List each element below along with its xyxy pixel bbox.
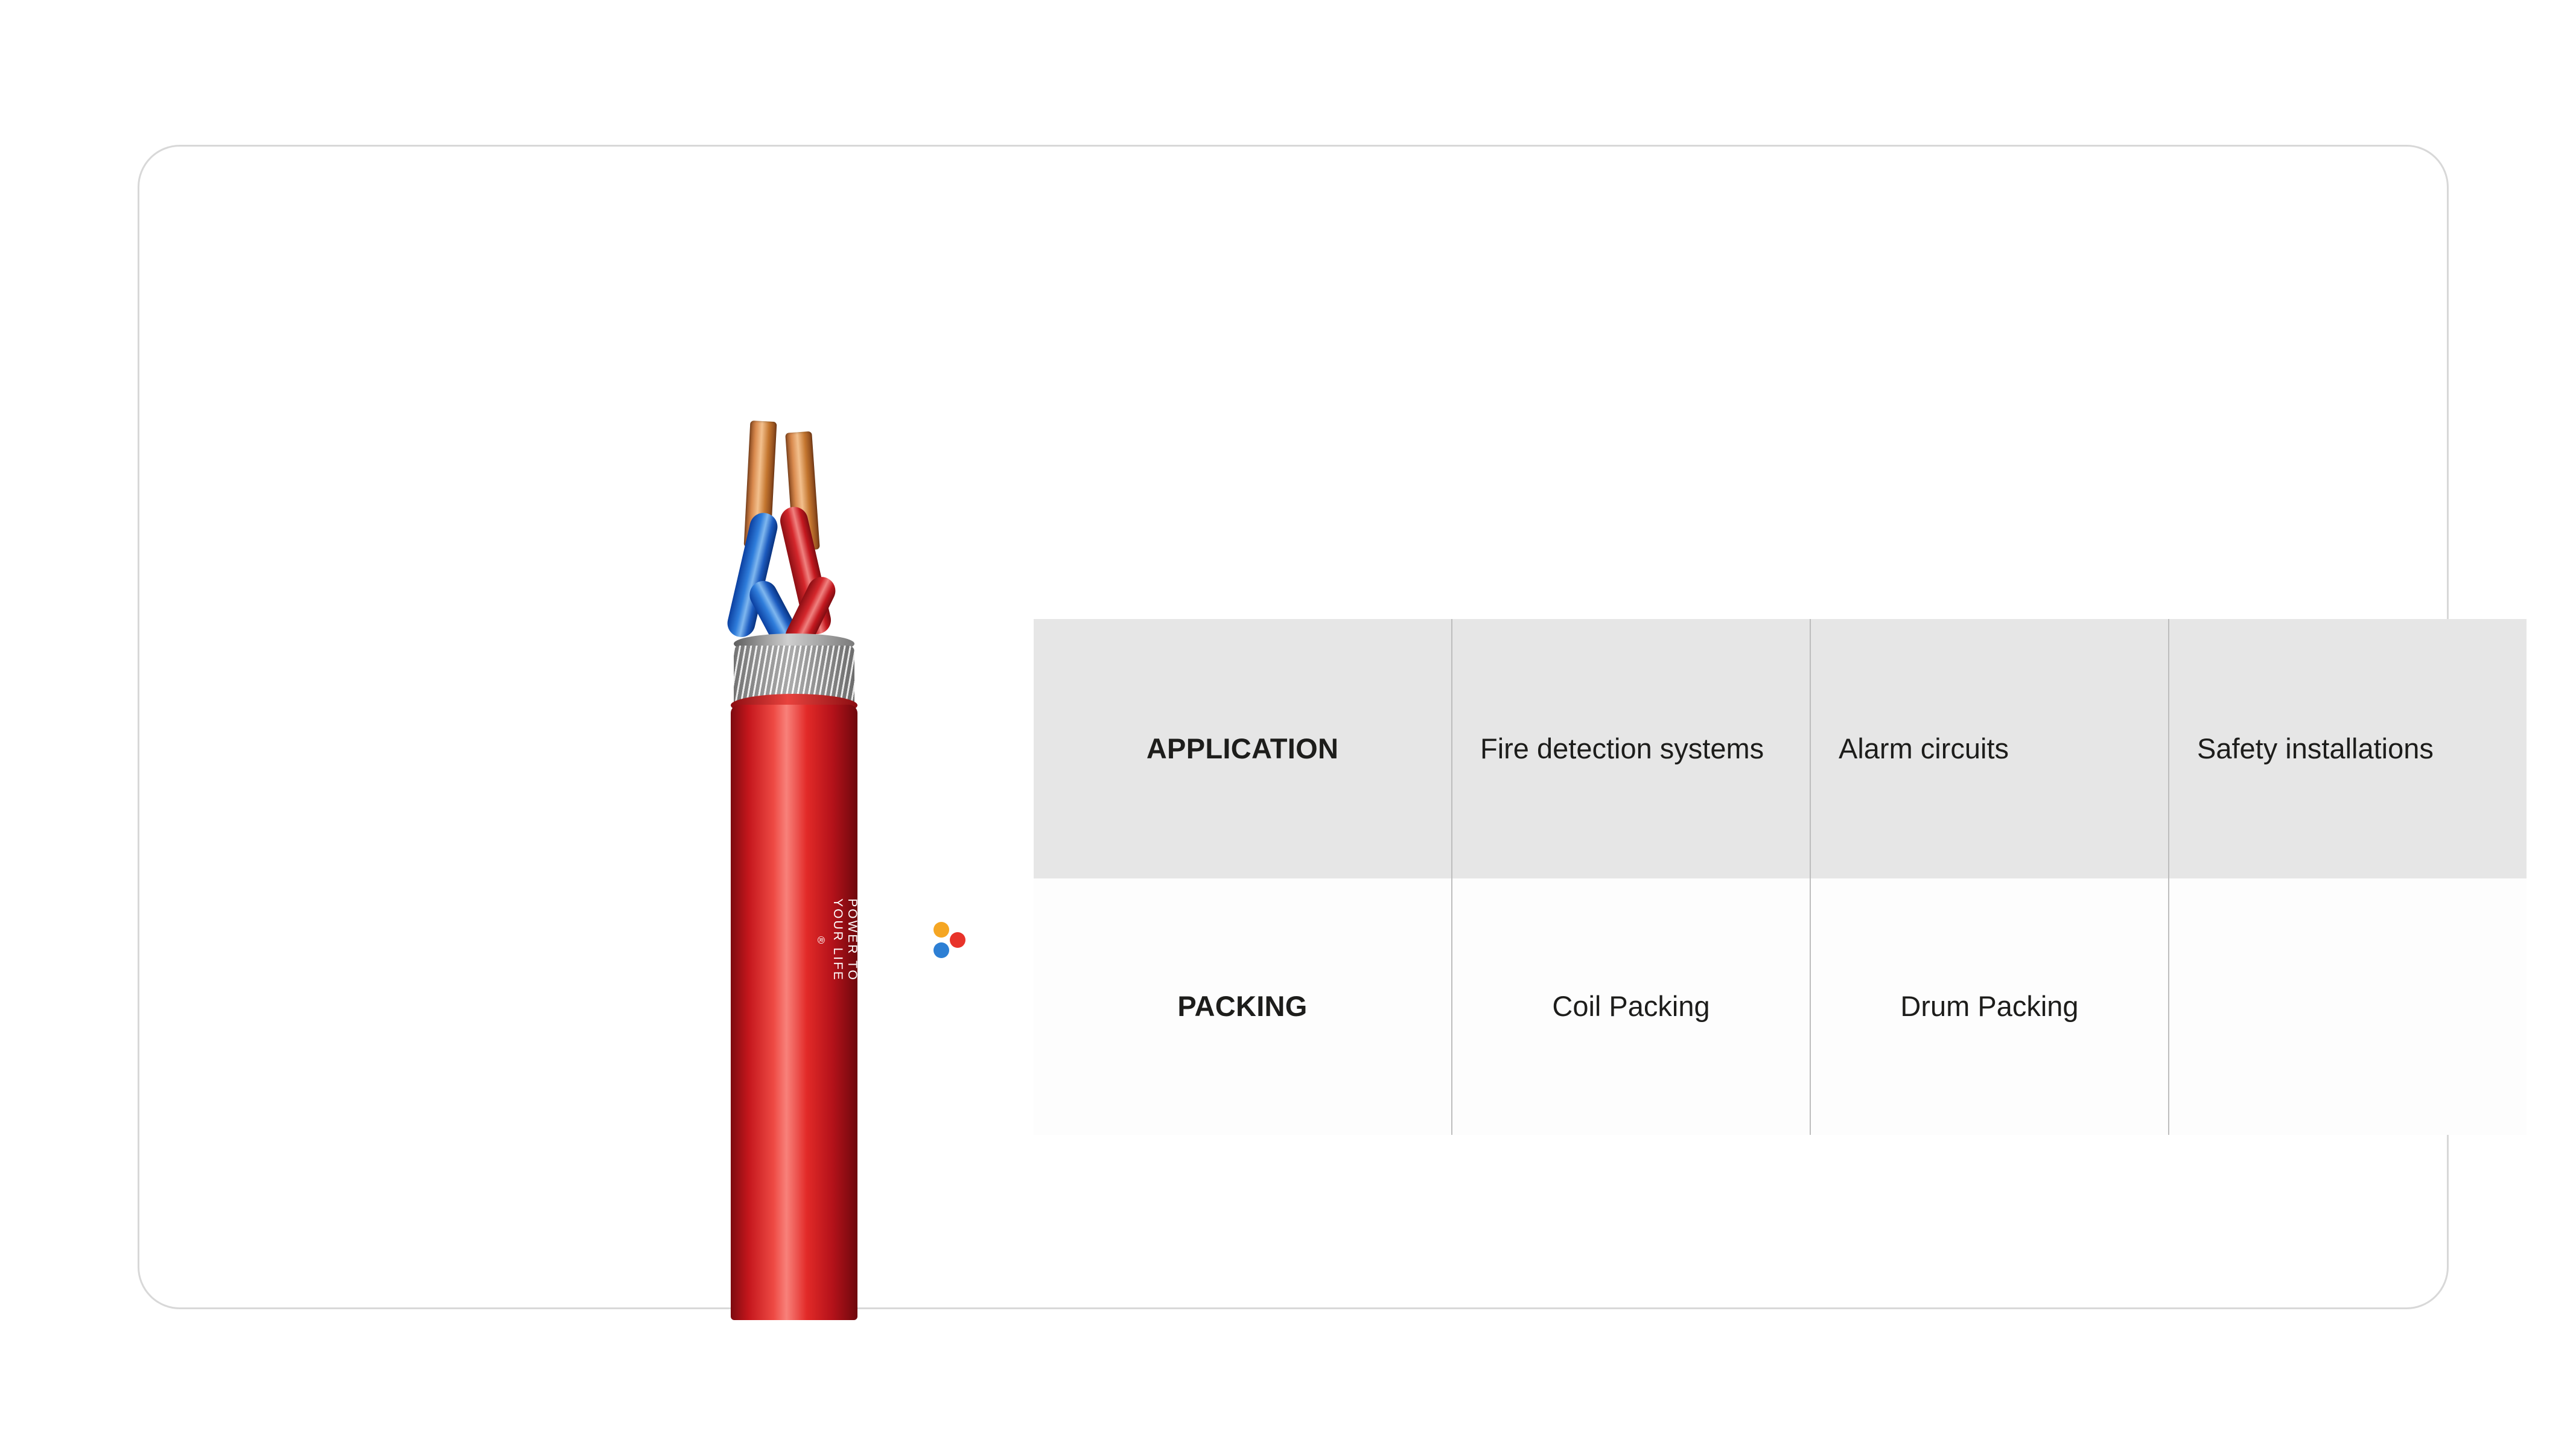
table-row	[1034, 878, 2527, 1135]
brand-registered-mark: ®	[815, 936, 827, 944]
cable-product-image	[734, 421, 928, 1326]
brand-tagline: ADDING POWER TO YOUR LIFE	[831, 898, 874, 982]
cell-packing-1: Coil Packing	[1452, 878, 1810, 1135]
adcab-logo-icon	[929, 922, 965, 958]
red-outer-sheath	[731, 705, 857, 1320]
table-row	[1034, 619, 2527, 878]
cell-application-2: Alarm circuits	[1810, 619, 2169, 878]
cell-packing-3	[2169, 878, 2527, 1135]
brand-print	[628, 887, 965, 1072]
brand-name: ADCAB	[876, 887, 928, 1072]
cell-packing-2: Drum Packing	[1810, 878, 2169, 1135]
product-card	[138, 145, 2449, 1309]
row-label-packing: PACKING	[1034, 878, 1452, 1135]
row-label-application: APPLICATION	[1034, 619, 1452, 878]
cell-application-1: Fire detection systems	[1452, 619, 1810, 878]
cell-application-3: Safety installations	[2169, 619, 2527, 878]
specification-table	[1034, 619, 2527, 1135]
